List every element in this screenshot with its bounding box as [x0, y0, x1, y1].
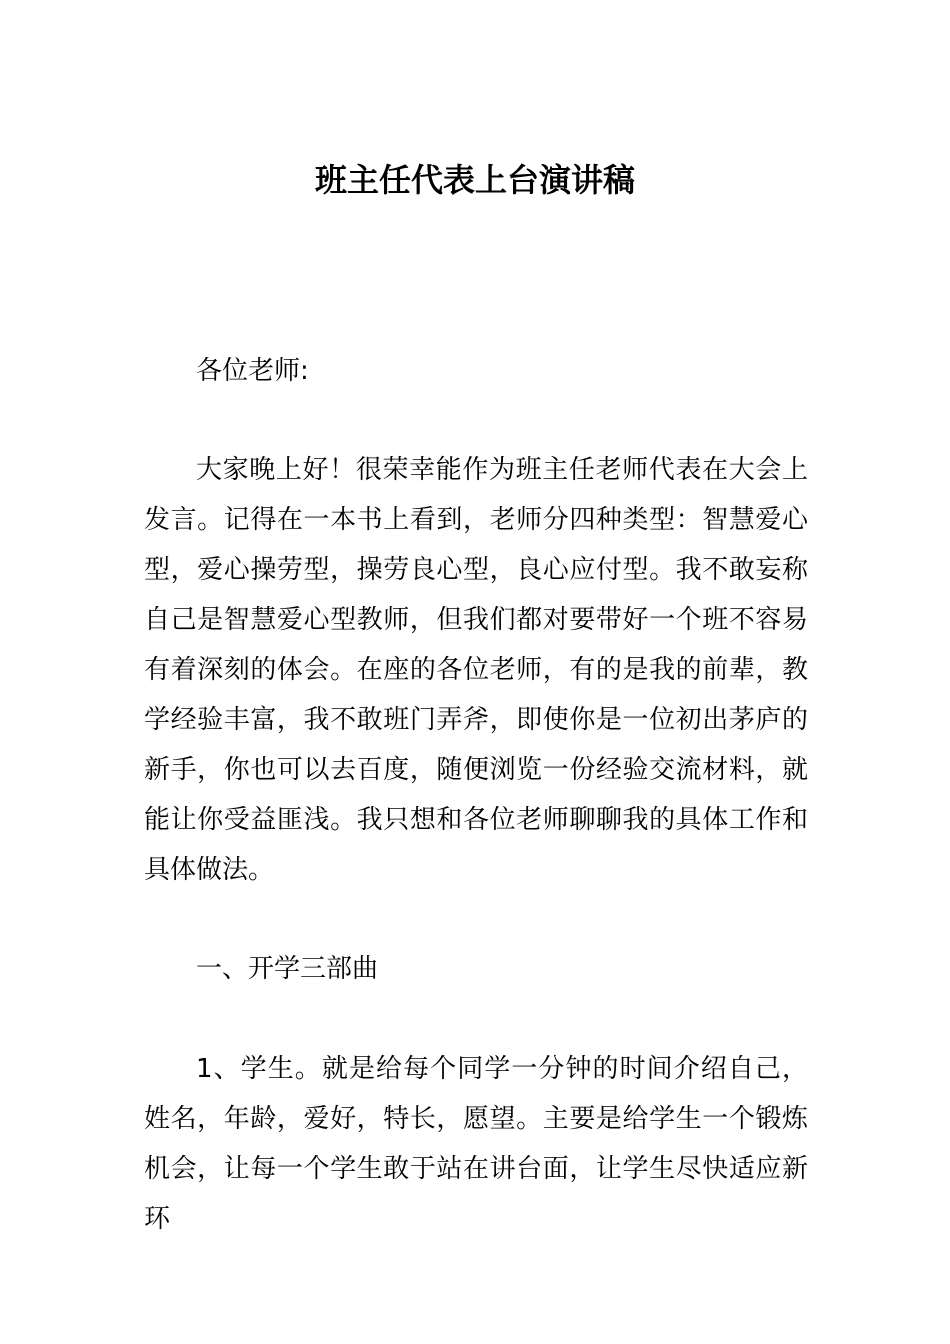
paragraph-students: 1、学生。就是给每个同学一分钟的时间介绍自己，姓名，年龄，爱好，特长，愿望。主要是给学生一个锻炼机会，让每一个学生敢于站在讲台面，让学生尽快适应新环: [144, 1054, 808, 1234]
section-heading: 一、开学三部曲: [196, 954, 379, 984]
paragraph-intro: 大家晚上好！很荣幸能作为班主任老师代表在大会上发言。记得在一本书上看到，老师分四种类型：智慧爱心型，爱心操劳型，操劳良心型，良心应付型。我不敢妄称自己是智慧爱心型教师，但我们都对要带好一个班不容易有着深刻的体会。在座的各位老师，有的是我的前辈，教学经验丰富，我不敢班门弄斧，即使你是一位初出茅庐的新手，你也可以去百度，随便浏览一份经验交流材料，就能让你受益匪浅。我只想和各位老师聊聊我的具体工作和具体做法。: [144, 455, 808, 885]
salutation: 各位老师:: [196, 356, 309, 386]
document-title: 班主任代表上台演讲稿: [314, 161, 635, 199]
